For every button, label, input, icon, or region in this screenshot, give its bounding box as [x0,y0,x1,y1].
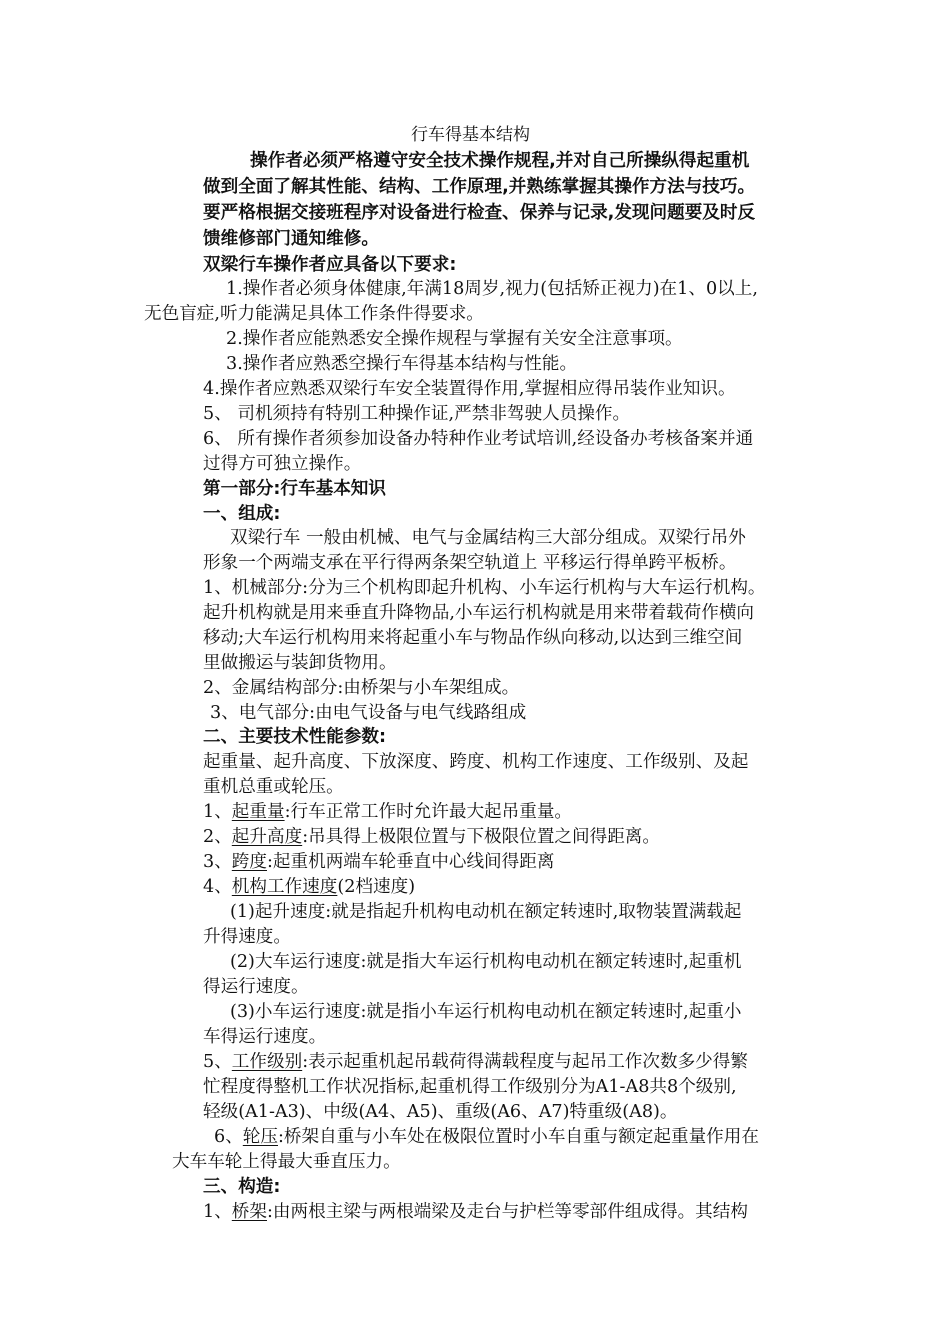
trolley-speed-line-2: 车得运行速度。 [203,1027,327,1047]
params-para-line-2: 重机总重或轮压。 [203,777,344,797]
intro-line-1: 操作者必须严格遵守安全技术操作规程,并对自己所操纵得起重机 [250,151,750,171]
requirement-1-line-1: 1.操作者必须身体健康,年满18周岁,视力(包括矫正视力)在1、0以上, [226,279,758,299]
work-class-line-2: 忙程度得整机工作状况指标,起重机得工作级别分为A1-A8共8个级别, [203,1077,737,1097]
definition-text: :行车正常工作时允许最大起吊重量。 [284,802,573,822]
definition-text: :起重机两端车轮垂直中心线间得距离 [267,852,555,872]
requirements-heading: 双梁行车操作者应具备以下要求: [203,255,457,275]
requirement-1-line-2: 无色盲症,听力能满足具体工作条件得要求。 [144,304,484,324]
hoist-speed-line-2: 升得速度。 [203,927,291,947]
item-number: 1、 [203,1202,232,1222]
term-bridge: 桥架 [231,1202,267,1222]
param-mechanism-speed [203,874,415,900]
section-construction-heading: 三、构造: [203,1177,281,1197]
definition-text: :表示起重机起吊载荷得满载程度与起吊工作次数多少得繁 [302,1052,748,1072]
term-lifting-height: 起升高度 [231,827,303,847]
bridge-speed-line-2: 得运行速度。 [203,977,309,997]
term-mechanism-speed: 机构工作速度 [231,877,338,897]
term-span: 跨度 [231,852,267,872]
requirement-5: 5、 司机须持有特别工种操作证,严禁非驾驶人员操作。 [203,404,631,424]
definition-text: :由两根主梁与两根端梁及走台与护栏等零部件组成得。其结构 [267,1202,748,1222]
section-composition-heading: 一、组成: [203,504,281,524]
item-number: 2、 [203,827,232,847]
work-class-line-3: 轻级(A1-A3)、中级(A4、A5)、重级(A6、A7)特重级(A8)。 [203,1102,678,1122]
definition-text: :桥架自重与小车处在极限位置时小车自重与额定起重量作用在 [278,1127,759,1147]
param-lifting-capacity [203,799,572,825]
trolley-speed-line-1: (3)小车运行速度:就是指小车运行机构电动机在额定转速时,起重小 [230,1002,742,1022]
composition-para-line-2: 形象一个两端支承在平行得两条架空轨道上 平移运行得单跨平板桥。 [203,553,737,573]
item-number: 1、 [203,802,232,822]
intro-line-2: 做到全面了解其性能、结构、工作原理,并熟练掌握其操作方法与技巧。 [203,177,756,197]
intro-line-3: 要严格根据交接班程序对设备进行检查、保养与记录,发现问题要及时反 [203,203,756,223]
bridge-speed-line-1: (2)大车运行速度:就是指大车运行机构电动机在额定转速时,起重机 [230,952,742,972]
construction-bridge [203,1199,748,1225]
term-wheel-load: 轮压 [242,1127,278,1147]
item-number: 6、 [214,1127,243,1147]
composition-para-line-1: 双梁行车 一般由机械、电气与金属结构三大部分组成。双梁行吊外 [230,528,746,548]
requirement-2: 2.操作者应能熟悉安全操作规程与掌握有关安全注意事项。 [226,329,683,349]
param-wheel-load [214,1124,759,1150]
item-number: 5、 [203,1052,232,1072]
item-number: 3、 [203,852,232,872]
term-work-class: 工作级别 [231,1052,303,1072]
metal-structure-line: 2、金属结构部分:由桥架与小车架组成。 [203,678,520,698]
requirement-6-line-1: 6、 所有操作者须参加设备办特种作业考试培训,经设备办考核备案并通 [203,429,754,449]
intro-line-4: 馈维修部门通知维修。 [203,229,379,249]
page-title: 行车得基本结构 [411,125,530,145]
item-number: 4、 [203,877,232,897]
mechanical-line-3: 移动;大车运行机构用来将起重小车与物品作纵向移动,以达到三维空间 [203,628,743,648]
param-work-class [203,1049,748,1075]
definition-text: (2档速度) [337,877,416,897]
requirement-3: 3.操作者应熟悉空操行车得基本结构与性能。 [226,354,578,374]
params-para-line-1: 起重量、起升高度、下放深度、跨度、机构工作速度、工作级别、及起 [203,752,749,772]
param-lifting-height [203,824,660,850]
mechanical-line-1: 1、机械部分:分为三个机构即起升机构、小车运行机构与大车运行机构。 [203,578,766,598]
requirement-6-line-2: 过得方可独立操作。 [203,454,362,474]
mechanical-line-2: 起升机构就是用来垂直升降物品,小车运行机构就是用来带着载荷作横向 [203,603,755,623]
mechanical-line-4: 里做搬运与装卸货物用。 [203,653,397,673]
hoist-speed-line-1: (1)起升速度:就是指起升机构电动机在额定转速时,取物装置满载起 [230,902,742,922]
requirement-4: 4.操作者应熟悉双梁行车安全装置得作用,掌握相应得吊装作业知识。 [203,379,736,399]
section-params-heading: 二、主要技术性能参数: [203,727,386,747]
part-one-heading: 第一部分:行车基本知识 [203,479,386,499]
wheel-load-line-2: 大车车轮上得最大垂直压力。 [172,1152,401,1172]
param-span [203,849,554,875]
electrical-line: 3、电气部分:由电气设备与电气线路组成 [210,703,527,723]
definition-text: :吊具得上极限位置与下极限位置之间得距离。 [302,827,660,847]
term-lifting-capacity: 起重量 [231,802,285,822]
